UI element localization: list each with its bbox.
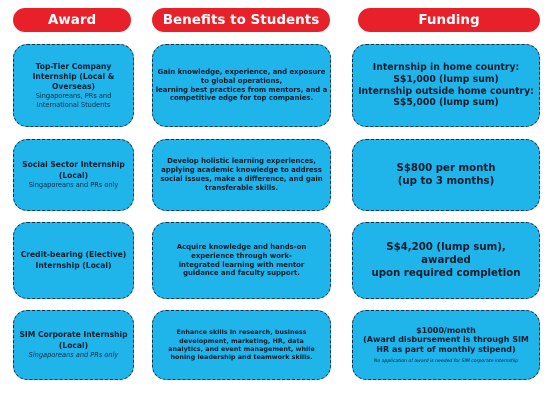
benefit-line: Acquire knowledge and hands-on bbox=[176, 242, 307, 251]
funding-line: HR as part of monthly stipend) bbox=[376, 344, 516, 354]
header-benefits: Benefits to Students bbox=[152, 8, 330, 32]
award-title-line: Internship (Local) bbox=[35, 260, 112, 270]
funding-box-top-tier bbox=[352, 44, 540, 127]
funding-text bbox=[397, 162, 496, 189]
funding-line: (up to 3 months) bbox=[397, 176, 495, 187]
award-title-line: Overseas) bbox=[51, 82, 96, 92]
benefit-line: experience through work- bbox=[191, 251, 292, 260]
benefit-line: Develop holistic learning experiences, bbox=[167, 157, 316, 166]
award-eligibility bbox=[29, 351, 119, 360]
award-title bbox=[21, 250, 127, 271]
funding-line: (Award disbursement is through SIM bbox=[363, 335, 529, 345]
funding-text bbox=[363, 326, 529, 355]
award-title bbox=[19, 330, 127, 351]
benefit-line: guidance and faculty support. bbox=[183, 269, 300, 278]
benefit-line: development, marketing, HR, data bbox=[179, 336, 304, 345]
benefit-line: social issues, make a difference, and gain bbox=[160, 175, 323, 183]
benefit-line: integrated learning with mentor bbox=[178, 260, 305, 269]
benefit-box-social-sector bbox=[152, 139, 331, 211]
award-box-sim-corporate bbox=[13, 310, 134, 380]
funding-box-social-sector bbox=[352, 139, 540, 211]
funding-line: Internship in home country: bbox=[372, 62, 520, 74]
funding-line: upon required completion bbox=[371, 268, 521, 280]
award-box-credit-bearing bbox=[13, 222, 134, 299]
award-title-line: (Local) bbox=[58, 340, 89, 350]
funding-line: awarded bbox=[421, 254, 471, 266]
benefit-text bbox=[168, 328, 315, 361]
award-title-line: Top-Tier Company bbox=[35, 61, 112, 71]
award-title bbox=[22, 160, 125, 181]
award-eligibility-line: Singaporeans, PRs and bbox=[35, 92, 112, 101]
benefit-box-credit-bearing bbox=[152, 222, 331, 299]
funding-box-credit-bearing bbox=[352, 222, 540, 299]
benefit-line: transferable skills. bbox=[205, 183, 278, 192]
award-title-line: Internship (Local & bbox=[32, 71, 115, 81]
award-title-line: Social Sector Internship bbox=[22, 160, 125, 170]
benefit-box-top-tier bbox=[152, 44, 331, 127]
funding-line: S$800 per month bbox=[396, 162, 496, 174]
funding-line: S$5,000 (lump sum) bbox=[393, 97, 499, 109]
award-eligibility-line: Singaporeans and PRs only bbox=[28, 350, 119, 359]
award-title-line: Credit-bearing (Elective) bbox=[20, 250, 127, 260]
funding-box-sim-corporate bbox=[352, 310, 540, 380]
benefit-box-sim-corporate bbox=[152, 310, 331, 380]
benefit-text bbox=[156, 68, 328, 104]
award-eligibility-line: International Students bbox=[36, 100, 111, 109]
benefit-line: competitive edge for top companies. bbox=[169, 94, 314, 103]
benefit-text bbox=[160, 157, 322, 193]
benefit-text bbox=[177, 243, 307, 279]
benefit-line: Gain knowledge, experience, and exposure bbox=[157, 67, 326, 76]
header-award: Award bbox=[13, 8, 131, 32]
award-title-line: (Local) bbox=[58, 170, 89, 180]
funding-footnote: No application of award is needed for SIM corporate internship bbox=[373, 359, 519, 365]
benefit-line: Enhance skills in research, business bbox=[176, 328, 307, 337]
funding-text bbox=[371, 241, 520, 281]
funding-line: Internship outside home country: bbox=[358, 85, 534, 97]
benefit-line: honing leadership and teamwork skills. bbox=[170, 353, 313, 362]
award-title-line: SIM Corporate Internship bbox=[19, 330, 128, 340]
benefit-line: applying academic knowledge to address bbox=[161, 166, 322, 175]
award-title bbox=[33, 62, 115, 93]
funding-text bbox=[358, 62, 534, 108]
funding-line: S$4,200 (lump sum), bbox=[386, 241, 506, 253]
funding-line: $1000/month bbox=[416, 325, 476, 335]
award-eligibility bbox=[36, 92, 112, 109]
funding-line: S$1,000 (lump sum) bbox=[393, 73, 499, 85]
award-eligibility-line: Singaporeans and PRs only bbox=[28, 180, 119, 189]
award-box-top-tier bbox=[13, 44, 134, 127]
benefit-line: to global operations, bbox=[200, 76, 283, 85]
benefit-line: analytics, and event management, while bbox=[168, 345, 315, 353]
benefit-line: learning best practices from mentors, and a bbox=[155, 85, 328, 94]
award-eligibility bbox=[29, 181, 119, 190]
header-funding: Funding bbox=[358, 8, 540, 32]
award-box-social-sector bbox=[13, 139, 134, 211]
